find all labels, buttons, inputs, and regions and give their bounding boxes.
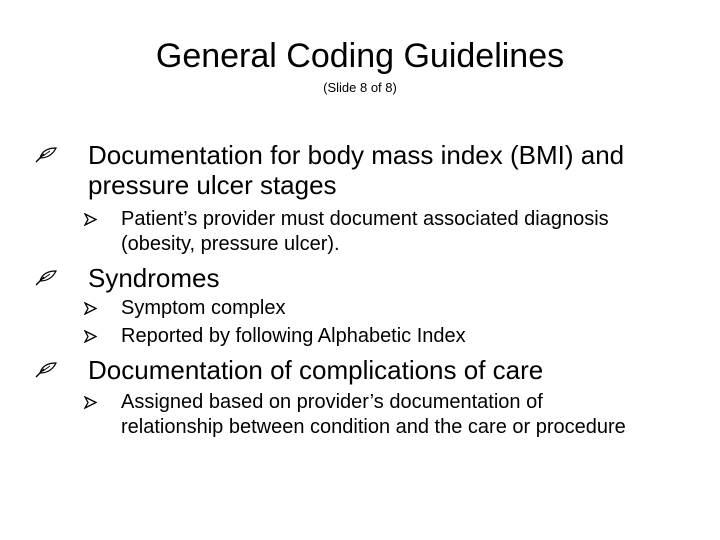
slide-title: General Coding Guidelines xyxy=(155,37,565,75)
slide-subtitle: (Slide 8 of 8) xyxy=(323,80,397,95)
feather-bullet-icon xyxy=(35,362,57,378)
bullet-item xyxy=(88,355,688,385)
sub-bullet-text: Symptom complex xyxy=(121,297,286,319)
sub-bullet-item xyxy=(121,324,651,349)
arrowhead-bullet-icon xyxy=(84,396,97,409)
sub-bullet-text: Patient’s provider must document associated diagnosis (obesity, pressure ulcer). xyxy=(121,208,609,255)
arrowhead-bullet-icon xyxy=(84,302,97,315)
feather-bullet-icon xyxy=(35,147,57,163)
bullet-item xyxy=(88,263,688,293)
feather-bullet-icon xyxy=(35,270,57,286)
sub-bullet-item xyxy=(121,390,641,440)
sub-bullet-item xyxy=(121,296,651,321)
bullet-text: Documentation for body mass index (BMI) and pressure ulcer stages xyxy=(88,140,625,200)
arrowhead-bullet-icon xyxy=(84,213,97,226)
sub-bullet-text: Reported by following Alphabetic Index xyxy=(121,325,466,347)
bullet-text: Documentation of complications of care xyxy=(88,355,544,385)
bullet-text: Syndromes xyxy=(88,263,220,293)
sub-bullet-text: Assigned based on provider’s documentation of relationship between condition and the care or procedure xyxy=(121,391,626,438)
sub-bullet-item xyxy=(121,207,651,257)
arrowhead-bullet-icon xyxy=(84,330,97,343)
bullet-item xyxy=(88,140,688,200)
